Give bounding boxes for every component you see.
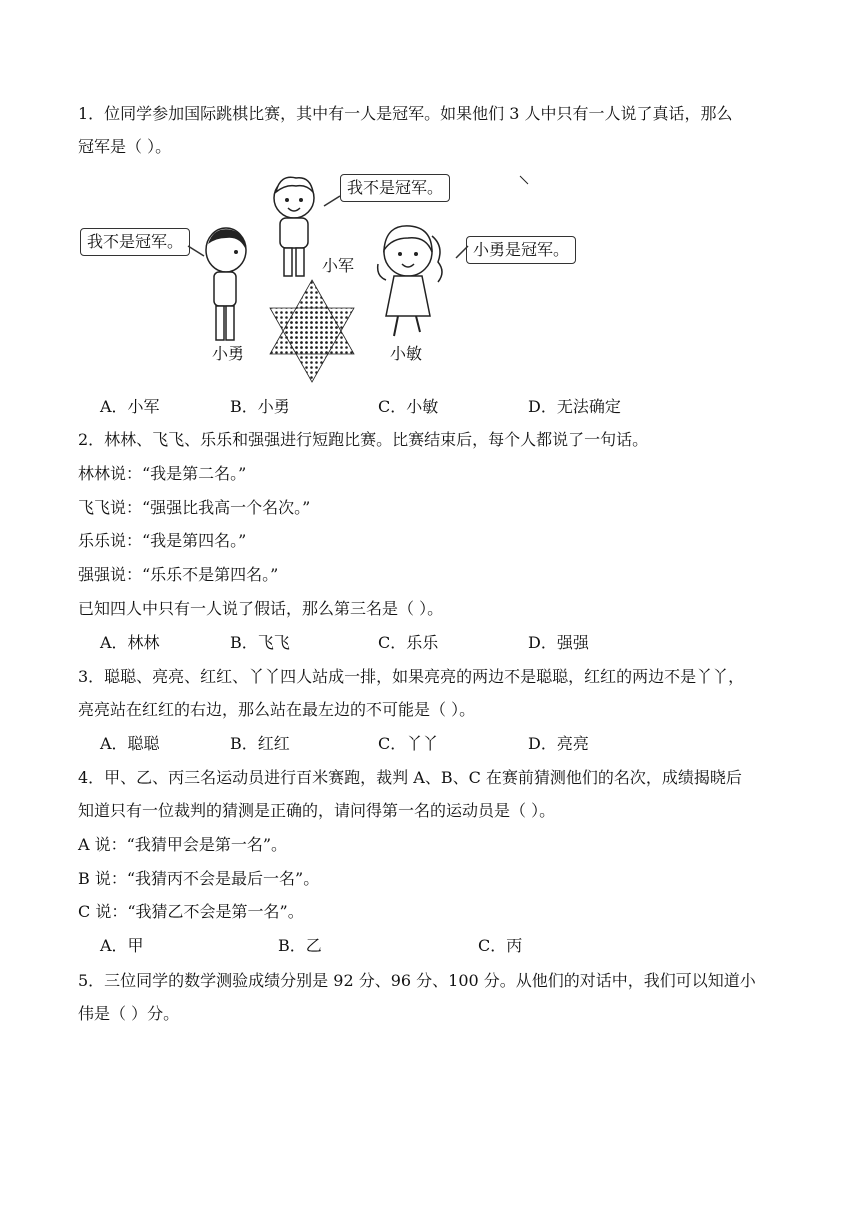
q4-option-a: A．甲 <box>100 936 144 955</box>
q2-text-line1: 2．林林、飞飞、乐乐和强强进行短跑比赛。比赛结束后，每个人都说了一句话。 <box>78 430 649 449</box>
q1-option-b: B．小勇 <box>230 397 290 416</box>
q4-statement-b: B 说：“我猜丙不会是最后一名”。 <box>78 869 320 888</box>
q1-option-c: C．小敏 <box>378 397 439 416</box>
q3-option-b: B．红红 <box>230 734 290 753</box>
q5-text-line1: 5．三位同学的数学测验成绩分别是 92 分、96 分、100 分。从他们的对话中，我们可以知道小 <box>78 971 756 990</box>
q3-option-c: C．丫丫 <box>378 734 439 753</box>
name-xiaojun: 小军 <box>322 256 355 275</box>
q3-text-line2: 亮亮站在红红的右边，那么站在最左边的不可能是（ ）。 <box>78 700 476 719</box>
q2-statement-3: 乐乐说：“我是第四名。” <box>78 531 247 550</box>
q4-option-b: B．乙 <box>278 936 322 955</box>
q2-option-c: C．乐乐 <box>378 633 439 652</box>
q2-option-d: D．强强 <box>528 633 589 652</box>
q4-statement-c: C 说：“我猜乙不会是第一名”。 <box>78 902 304 921</box>
boy-xiaojun-illustration <box>266 170 326 290</box>
q3-text-line1: 3．聪聪、亮亮、红红、丫丫四人站成一排，如果亮亮的两边不是聪聪，红红的两边不是丫丫， <box>78 667 745 686</box>
bubble-xiaomin: 小勇是冠军。 <box>466 236 576 264</box>
q4-text-line2: 知道只有一位裁判的猜测是正确的，请问得第一名的运动员是（ ）。 <box>78 801 556 820</box>
bubble-tail-xiaomin <box>454 242 474 262</box>
q3-option-a: A．聪聪 <box>100 734 160 753</box>
q2-text-last: 已知四人中只有一人说了假话，那么第三名是（ ）。 <box>78 599 444 618</box>
girl-xiaomin-illustration <box>368 216 458 346</box>
q2-option-b: B．飞飞 <box>230 633 290 652</box>
q1-text-line1: 1．位同学参加国际跳棋比赛，其中有一人是冠军。如果他们 3 人中只有一人说了真话，那么 <box>78 104 733 123</box>
name-xiaomin: 小敏 <box>390 344 423 363</box>
q1-text-line2: 冠军是（ ）。 <box>78 137 172 156</box>
q2-option-a: A．林林 <box>100 633 160 652</box>
q2-statement-4: 强强说：“乐乐不是第四名。” <box>78 565 279 584</box>
q1-option-a: A．小军 <box>100 397 160 416</box>
q1-figure <box>78 168 598 388</box>
q3-option-d: D．亮亮 <box>528 734 589 753</box>
name-xiaoyong: 小勇 <box>212 344 245 363</box>
bubble-tail-xiaoyong <box>188 242 208 262</box>
q5-text-line2: 伟是（ ）分。 <box>78 1004 180 1023</box>
q4-text-line1: 4．甲、乙、丙三名运动员进行百米赛跑，裁判 A、B、C 在赛前猜测他们的名次，成绩揭晓后 <box>78 768 742 787</box>
star-board-illustration <box>264 280 360 382</box>
q1-option-d: D．无法确定 <box>528 397 621 416</box>
q4-option-c: C．丙 <box>478 936 523 955</box>
q2-statement-1: 林林说：“我是第二名。” <box>78 464 247 483</box>
bubble-tail-xiaojun <box>324 192 354 212</box>
bubble-xiaoyong: 我不是冠军。 <box>80 228 190 256</box>
q4-statement-a: A 说：“我猜甲会是第一名”。 <box>78 835 288 854</box>
bubble-xiaojun: 我不是冠军。 <box>340 174 450 202</box>
q2-statement-2: 飞飞说：“强强比我高一个名次。” <box>78 498 311 517</box>
